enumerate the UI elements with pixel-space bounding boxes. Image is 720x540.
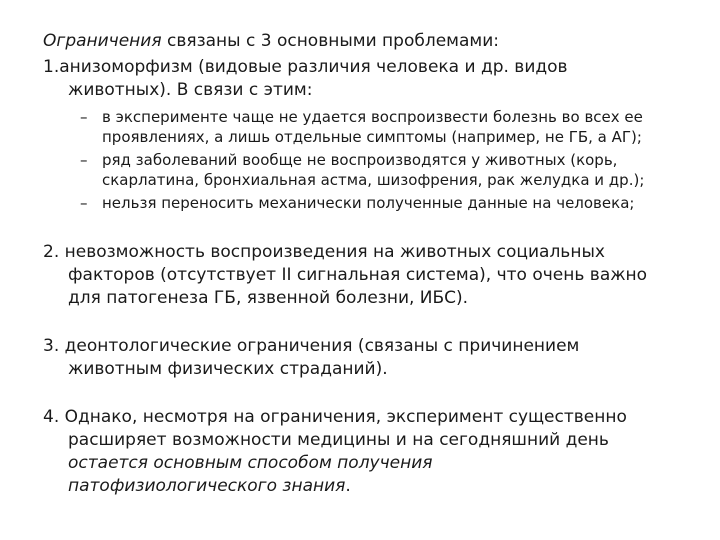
item2-line3: для патогенеза ГБ, язвенной болезни, ИБС). xyxy=(68,288,469,308)
item4-line4-italic: патофизиологического знания xyxy=(68,476,346,496)
item1-line2: животных). В связи с этим: xyxy=(68,80,313,100)
item4-line1: 4. Однако, несмотря на ограничения, эксперимент существенно xyxy=(43,407,627,427)
item3-line1: 3. деонтологические ограничения (связаны с причинением xyxy=(43,336,580,356)
item1-line1: 1.анизоморфизм (видовые различия человека и др. видов xyxy=(43,57,568,77)
subitem1-line1: в эксперименте чаще не удается воспроизвести болезнь во всех ее xyxy=(102,108,643,126)
intro-rest: связаны с 3 основными проблемами: xyxy=(161,31,499,51)
item3-line2: животным физических страданий). xyxy=(68,359,388,379)
subitem1-line2: проявлениях, а лишь отдельные симптомы (например, не ГБ, а АГ); xyxy=(102,128,642,146)
subitem1-bullet: – xyxy=(80,108,88,126)
item2-line1: 2. невозможность воспроизведения на животных социальных xyxy=(43,242,605,262)
item4-line3: остается основным способом получения xyxy=(68,453,433,473)
subitem3-line1: нельзя переносить механически полученные данные на человека; xyxy=(102,194,635,212)
item2-line2: факторов (отсутствует II сигнальная система), что очень важно xyxy=(68,265,648,285)
intro-italic-word: Ограничения xyxy=(43,31,162,51)
subitem2-line2: скарлатина, бронхиальная астма, шизофрения, рак желудка и др.); xyxy=(102,171,645,189)
intro-line xyxy=(43,30,499,53)
item4-line2: расширяет возможности медицины и на сегодняшний день xyxy=(68,430,609,450)
item4-line4 xyxy=(68,475,351,498)
subitem2-line1: ряд заболеваний вообще не воспроизводятся у животных (корь, xyxy=(102,151,618,169)
subitem3-bullet: – xyxy=(80,194,88,212)
item4-line4-tail: . xyxy=(345,476,351,496)
subitem2-bullet: – xyxy=(80,151,88,169)
